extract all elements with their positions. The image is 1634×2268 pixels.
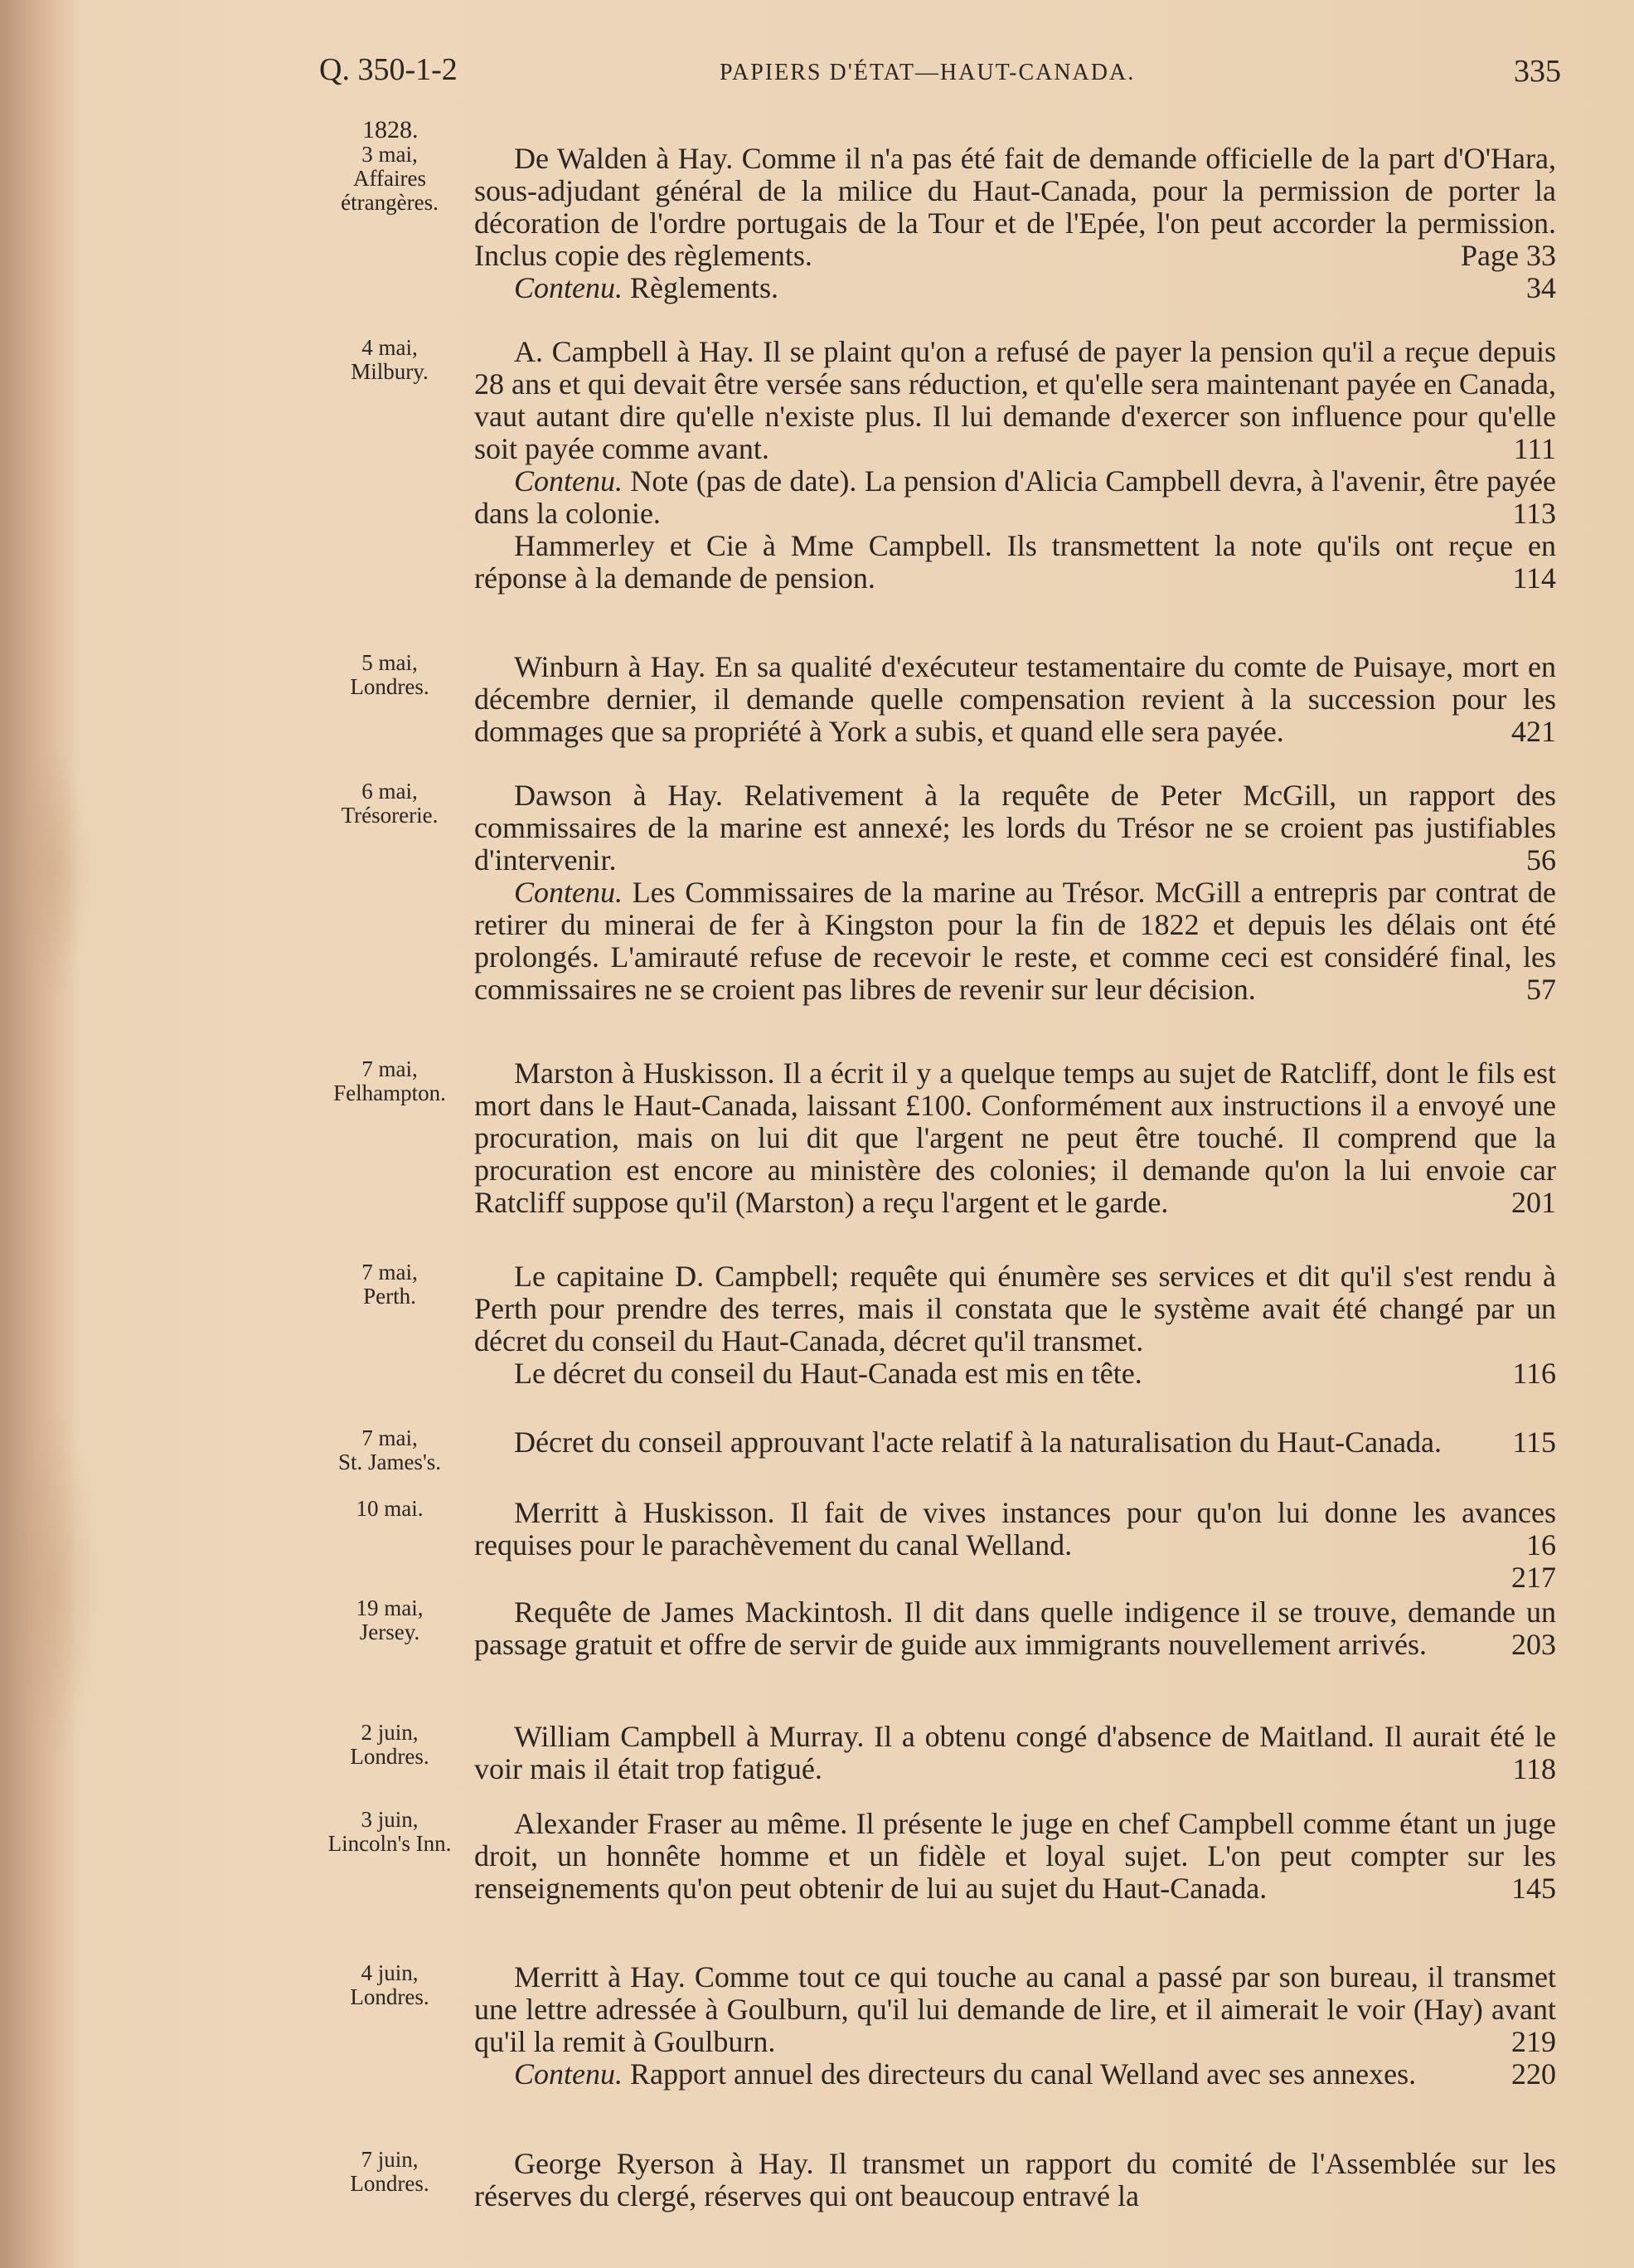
entry-text: Merritt à Huskisson. Il fait de vives instances pour qu'on lui donne les avances requises pour le parachèvement du canal Welland. bbox=[474, 1496, 1556, 1561]
entry-extra-page-ref: 114 bbox=[1512, 561, 1556, 595]
entry-date: 4 juin, bbox=[361, 1960, 419, 1985]
entry-page-ref: 203 bbox=[1511, 1628, 1556, 1661]
entry-margin bbox=[307, 779, 473, 828]
entry-page-ref: 421 bbox=[1511, 715, 1556, 748]
paper-stain bbox=[17, 746, 91, 995]
entry-body bbox=[474, 143, 1556, 304]
page-header bbox=[0, 51, 1634, 93]
entry-body bbox=[474, 1057, 1556, 1219]
year-heading: 1828. bbox=[362, 116, 419, 143]
entry-text: Marston à Huskisson. Il a écrit il y a quelque temps au sujet de Ratcliff, dont le fils est mort dans le Haut-Canada, laissant £100. Conformément aux instructions il a envoyé une procuration, mais on lui dit que l'argent ne peut être touché. Il comprend que la procuration est encore au ministère des colonies; il demande qu'on la lui envoie car Ratcliff suppose qu'il (Marston) a reçu l'argent et le garde. bbox=[474, 1056, 1556, 1219]
entry-body bbox=[474, 1721, 1556, 1785]
entry-text: William Campbell à Murray. Il a obtenu congé d'absence de Maitland. Il aurait été le voir mais il était trop fatigué. bbox=[474, 1720, 1556, 1785]
entry-page-ref: 115 bbox=[1512, 1425, 1556, 1459]
entry-page-ref: 111 bbox=[1513, 432, 1556, 465]
contenu-page-ref: 34 bbox=[1526, 271, 1556, 304]
entry-date: 3 juin, bbox=[361, 1807, 419, 1832]
entry-margin bbox=[307, 1260, 473, 1309]
entry-place: Milbury. bbox=[351, 359, 429, 384]
page-number: 335 bbox=[1514, 54, 1561, 89]
entry-date: 3 mai, bbox=[361, 142, 418, 167]
entry-margin bbox=[307, 1961, 473, 2009]
entry-page-ref-2: 217 bbox=[1511, 1561, 1556, 1594]
entry-place: Londres. bbox=[350, 1744, 429, 1769]
entry-date: 7 mai, bbox=[361, 1056, 418, 1081]
entry-page-ref: 56 bbox=[1526, 843, 1556, 877]
entry-date: 7 juin, bbox=[361, 2147, 419, 2172]
contenu-text: Note (pas de date). La pension d'Alicia Campbell devra, à l'avenir, être payée dans la colonie. bbox=[474, 464, 1557, 530]
paper-stain bbox=[8, 1410, 99, 1758]
entry-body bbox=[474, 1497, 1556, 1594]
entry-text: Merritt à Hay. Comme tout ce qui touche au canal a passé par son bureau, il transmet une lettre adressée à Goulburn, qu'il lui demande de lire, et il aimerait le voir (Hay) avant qu'il la remit à Goulburn. bbox=[474, 1960, 1556, 2058]
entry-text: Décret du conseil approuvant l'acte relatif à la naturalisation du Haut-Canada. bbox=[514, 1425, 1442, 1459]
entry-place: Londres. bbox=[350, 1984, 429, 2009]
entry-body bbox=[474, 1426, 1556, 1459]
entry-page-ref: 145 bbox=[1511, 1872, 1556, 1905]
entry-body bbox=[474, 336, 1556, 595]
entry-place: Trésorerie. bbox=[341, 803, 439, 828]
entry-page-ref: 16 bbox=[1526, 1528, 1556, 1561]
entry-body bbox=[474, 2148, 1556, 2212]
contenu-text: Les Commissaires de la marine au Trésor. McGill a entrepris par contrat de retirer du minerai de fer à Kingston pour la fin de 1822 et depuis les délais ont été prolongés. L'amirauté refuse de recevoir le reste, et comme ceci est considéré final, les commissaires ne se croient pas libres de revenir sur leur décision. bbox=[474, 876, 1556, 1006]
entry-place: Londres. bbox=[350, 2171, 429, 2196]
entry-body bbox=[474, 1260, 1556, 1390]
entry-extra-text: Hammerley et Cie à Mme Campbell. Ils transmettent la note qu'ils ont reçue en réponse à la demande de pension. bbox=[474, 529, 1556, 595]
entry-text: Requête de James Mackintosh. Il dit dans quelle indigence il se trouve, demande un passage gratuit et offre de servir de guide aux immigrants nouvellement arrivés. bbox=[474, 1595, 1556, 1661]
contenu-text: Rapport annuel des directeurs du canal Welland avec ses annexes. bbox=[630, 2057, 1417, 2091]
entry-margin bbox=[307, 1426, 473, 1474]
entry-date: 19 mai, bbox=[356, 1595, 424, 1620]
entry-date: 7 mai, bbox=[361, 1260, 418, 1285]
entry-margin bbox=[307, 2148, 473, 2196]
contenu-label: Contenu. bbox=[514, 271, 623, 304]
contenu-label: Contenu. bbox=[514, 464, 623, 498]
entry-date: 7 mai, bbox=[361, 1425, 418, 1450]
entry-text: A. Campbell à Hay. Il se plaint qu'on a refusé de payer la pension qu'il a reçue depuis 28 ans et qui devait être versée sans réduction, et qu'elle sera maintenant payée en Canada, vaut autant dire qu'elle n'existe plus. Il lui demande d'exercer son influence pour qu'elle soit payée comme avant. bbox=[474, 335, 1556, 465]
entry-place: Jersey. bbox=[359, 1620, 420, 1644]
entry-place: Affaires étrangères. bbox=[341, 166, 439, 215]
entry-date: 6 mai, bbox=[361, 779, 418, 804]
entry-text: Dawson à Hay. Relativement à la requête de Peter McGill, un rapport des commissaires de la marine est annexé; les lords du Trésor ne se croient pas justifiables d'intervenir. bbox=[474, 779, 1556, 877]
archive-reference: Q. 350-1-2 bbox=[319, 52, 458, 87]
entry-margin bbox=[307, 1497, 473, 1521]
page-spine bbox=[0, 0, 79, 2268]
entry-text: De Walden à Hay. Comme il n'a pas été fait de demande officielle de la part d'O'Hara, sous-adjudant général de la milice du Haut-Canada, pour la permission de porter la décoration de l'ordre portugais de la Tour et de l'Epée, l'on peut accorder la permission. Inclus copie des règlements. bbox=[474, 142, 1556, 272]
entry-place: St. James's. bbox=[337, 1450, 442, 1474]
entry-margin bbox=[307, 143, 473, 215]
entry-place: Lincoln's Inn. bbox=[327, 1831, 452, 1856]
entry-margin bbox=[307, 651, 473, 699]
entry-place: Perth. bbox=[363, 1284, 416, 1309]
entry-text: Alexander Fraser au même. Il présente le juge en chef Campbell comme étant un juge droit, un honnête homme et un fidèle et loyal sujet. L'on peut compter sur les renseignements qu'on peut obtenir de lui au sujet du Haut-Canada. bbox=[474, 1807, 1556, 1905]
entry-body bbox=[474, 651, 1556, 748]
entry-margin bbox=[307, 1596, 473, 1644]
entry-place: Felhampton. bbox=[333, 1081, 446, 1105]
entry-body bbox=[474, 1808, 1556, 1905]
entry-body bbox=[474, 1596, 1556, 1661]
entry-place: Londres. bbox=[350, 674, 429, 699]
entry-margin bbox=[307, 1808, 473, 1856]
entry-text: Le capitaine D. Campbell; requête qui énumère ses services et dit qu'il s'est rendu à Perth pour prendre des terres, mais il constata que le système avait été changé par un décret du conseil du Haut-Canada, décret qu'il transmet. bbox=[474, 1260, 1556, 1357]
entry-extra-page-ref: 116 bbox=[1512, 1357, 1556, 1390]
entry-margin bbox=[307, 1721, 473, 1769]
contenu-label: Contenu. bbox=[514, 876, 623, 909]
entry-page-ref: 201 bbox=[1511, 1186, 1556, 1219]
entry-page-ref: Page 33 bbox=[1461, 239, 1556, 272]
entry-body bbox=[474, 1961, 1556, 2091]
entry-page-ref: 219 bbox=[1511, 2025, 1556, 2058]
contenu-page-ref: 220 bbox=[1511, 2057, 1556, 2091]
contenu-page-ref: 113 bbox=[1512, 497, 1556, 530]
entry-text: George Ryerson à Hay. Il transmet un rapport du comité de l'Assemblée sur les réserves du clergé, réserves qui ont beaucoup entravé la bbox=[474, 2147, 1556, 2212]
contenu-page-ref: 57 bbox=[1526, 973, 1556, 1006]
entry-date: 4 mai, bbox=[361, 335, 418, 360]
entry-margin bbox=[307, 1057, 473, 1105]
entry-text: Winburn à Hay. En sa qualité d'exécuteur testamentaire du comte de Puisaye, mort en décembre dernier, il demande quelle compensation revient à la succession pour les dommages que sa propriété à York a subis, et quand elle sera payée. bbox=[474, 650, 1556, 748]
contenu-text: Règlements. bbox=[630, 271, 778, 304]
entry-margin bbox=[307, 336, 473, 384]
entry-body bbox=[474, 779, 1556, 1006]
entry-date: 10 mai. bbox=[356, 1496, 424, 1521]
entry-extra-text: Le décret du conseil du Haut-Canada est mis en tête. bbox=[514, 1357, 1142, 1390]
contenu-label: Contenu. bbox=[514, 2057, 623, 2091]
entry-date: 2 juin, bbox=[361, 1720, 419, 1745]
entry-page-ref: 118 bbox=[1512, 1752, 1556, 1785]
entry-date: 5 mai, bbox=[361, 650, 418, 675]
running-title: PAPIERS D'ÉTAT—HAUT-CANADA. bbox=[720, 60, 1136, 85]
